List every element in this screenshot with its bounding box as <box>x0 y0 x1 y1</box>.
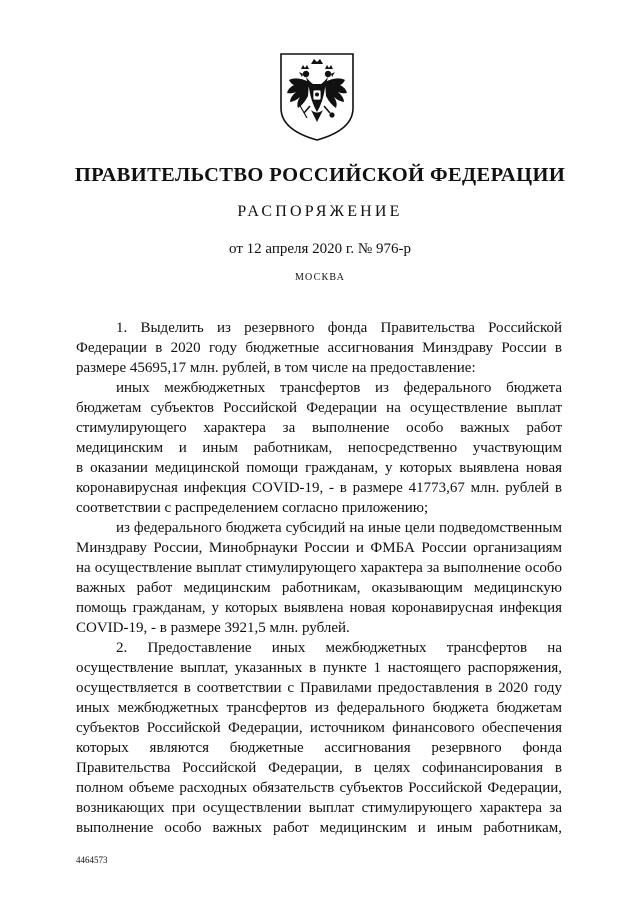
document-code: 4464573 <box>76 855 108 865</box>
body-line: Минздраву России, Минобрнауки России и ФМБА России организациям <box>76 540 562 556</box>
document-type: РАСПОРЯЖЕНИЕ <box>237 203 403 220</box>
body-line: осуществляется в соответствии с Правилами предоставления в 2020 году <box>76 680 562 696</box>
body-line: Правительства Российской Федерации, в целях софинансирования в <box>76 760 562 776</box>
body-line: коронавирусная инфекция COVID-19, - в размере 41773,67 млн. рублей в <box>76 480 562 496</box>
government-title: ПРАВИТЕЛЬСТВО РОССИЙСКОЙ ФЕДЕРАЦИИ <box>74 164 566 186</box>
body-line: на осуществление выплат стимулирующего характера за выполнение особо <box>76 560 562 576</box>
body-line: из федерального бюджета субсидий на иные цели подведомственным <box>116 520 562 536</box>
body-line: размере 45695,17 млн. рублей, в том числе на предоставление: <box>76 360 476 376</box>
body-line: бюджетам субъектов Российской Федерации на осуществление выплат <box>76 400 562 416</box>
document-date-number: от 12 апреля 2020 г. № 976-р <box>229 241 411 257</box>
document-city: МОСКВА <box>294 272 346 283</box>
body-line: которых являются бюджетные ассигнования резервного фонда <box>76 740 562 756</box>
document-body <box>76 318 562 838</box>
body-line: иных межбюджетных трансфертов из федерального бюджета бюджетам <box>76 700 562 716</box>
body-line: в оказании медицинской помощи гражданам, у которых выявлена новая <box>76 460 562 476</box>
body-line: медицинским и иным работникам, непосредственно участвующим <box>76 440 562 456</box>
body-line: соответствии с распределением согласно приложению; <box>76 500 429 516</box>
body-line: Федерации в 2020 году бюджетные ассигнования Минздраву России в <box>76 340 562 356</box>
body-line: осуществление выплат, указанных в пункте 1 настоящего распоряжения, <box>76 660 562 676</box>
body-line: важных работ медицинским работникам, оказывающим медицинскую <box>76 580 562 596</box>
body-line: 2. Предоставление иных межбюджетных трансфертов на <box>116 640 562 656</box>
body-line: выполнение особо важных работ медицинским и иным работникам, <box>76 820 562 836</box>
body-line: субъектов Российской Федерации, источником финансового обеспечения <box>76 720 562 736</box>
body-line: полном объеме расходных обязательств субъектов Российской Федерации, <box>76 780 562 796</box>
body-line: иных межбюджетных трансфертов из федерального бюджета <box>116 380 562 396</box>
body-line: возникающих при осуществлении выплат стимулирующего характера за <box>76 800 562 816</box>
body-line: помощь гражданам, у которых выявлена новая коронавирусная инфекция <box>76 600 562 616</box>
body-line: стимулирующего характера за выполнение особо важных работ <box>76 420 562 436</box>
russian-coat-of-arms-icon <box>277 50 357 144</box>
body-line: COVID-19, - в размере 3921,5 млн. рублей. <box>76 620 350 636</box>
body-line: 1. Выделить из резервного фонда Правительства Российской <box>116 320 562 336</box>
